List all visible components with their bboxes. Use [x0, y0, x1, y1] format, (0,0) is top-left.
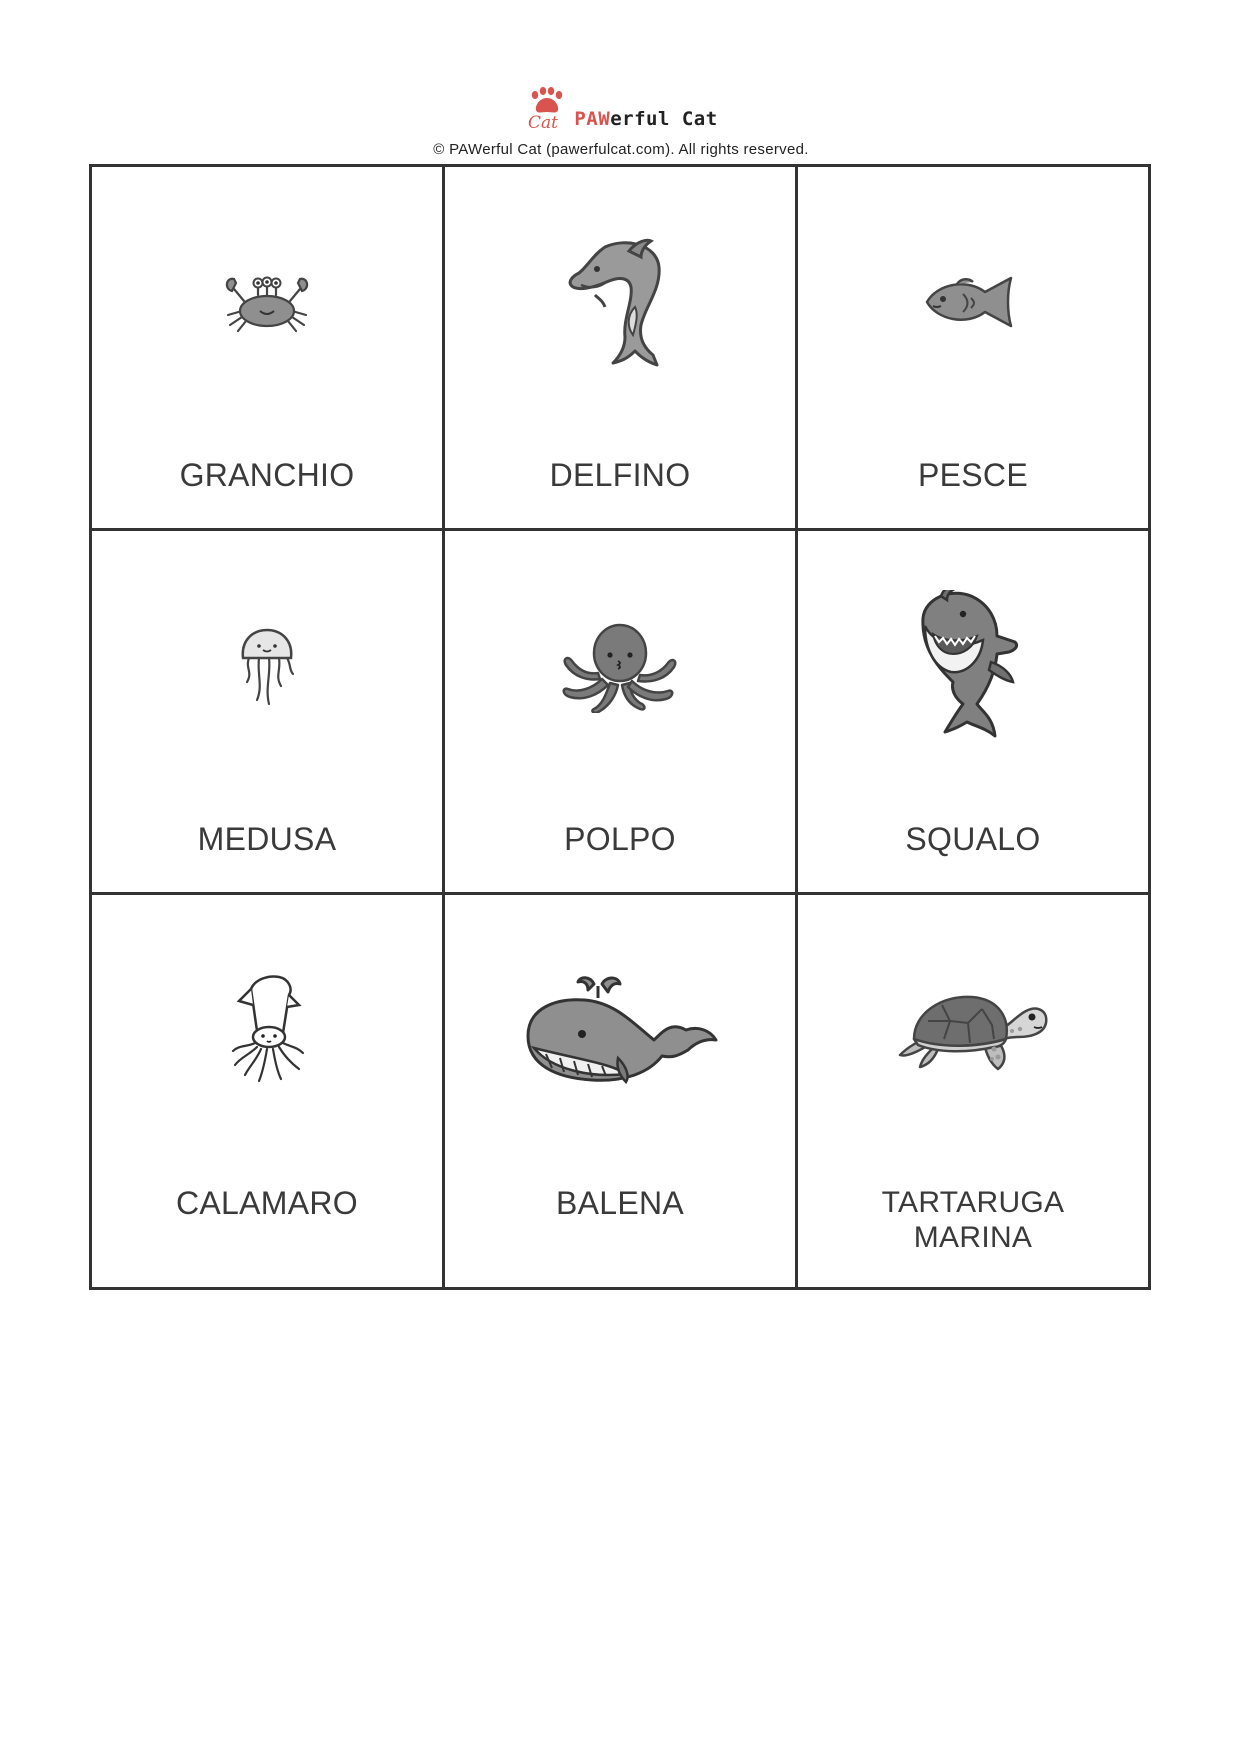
dolphin-icon: [565, 237, 675, 367]
card-granchio: [92, 167, 445, 531]
card-calamaro: [92, 895, 445, 1287]
card-polpo: [445, 531, 798, 895]
card-balena: [445, 895, 798, 1287]
crab-icon: [222, 271, 312, 333]
shark-icon: [911, 590, 1035, 742]
page-header: [0, 86, 1242, 158]
sea-turtle-icon: [898, 987, 1048, 1073]
paw-cat-logo-icon: [524, 86, 568, 132]
fish-icon: [923, 272, 1023, 332]
card-label: MEDUSA: [197, 821, 337, 857]
copyright-text: © PAWerful Cat (pawerfulcat.com). All rights reserved.: [433, 141, 809, 158]
card-label: POLPO: [564, 821, 676, 857]
card-label: PESCE: [918, 457, 1028, 493]
card-pesce: [798, 167, 1148, 531]
octopus-icon: [558, 619, 682, 713]
card-label: SQUALO: [905, 821, 1041, 857]
card-label: CALAMARO: [176, 1185, 358, 1221]
flashcard-grid: [89, 164, 1151, 1290]
brand: [524, 86, 717, 132]
whale-icon: [522, 970, 718, 1090]
card-tartaruga-marina: [798, 895, 1148, 1287]
jellyfish-icon: [235, 624, 299, 708]
card-label: BALENA: [555, 1185, 685, 1221]
card-label-line-2: MARINA: [913, 1221, 1033, 1254]
card-medusa: [92, 531, 445, 895]
brand-name: PAWerful Cat: [574, 108, 718, 130]
squid-icon: [229, 975, 305, 1085]
svg-text:Cat: Cat: [528, 113, 559, 132]
card-label: [798, 1185, 1148, 1255]
card-label: DELFINO: [549, 457, 691, 493]
card-label-line-1: TARTARUGA: [881, 1186, 1065, 1219]
card-squalo: [798, 531, 1148, 895]
card-delfino: [445, 167, 798, 531]
card-label: GRANCHIO: [179, 457, 355, 493]
